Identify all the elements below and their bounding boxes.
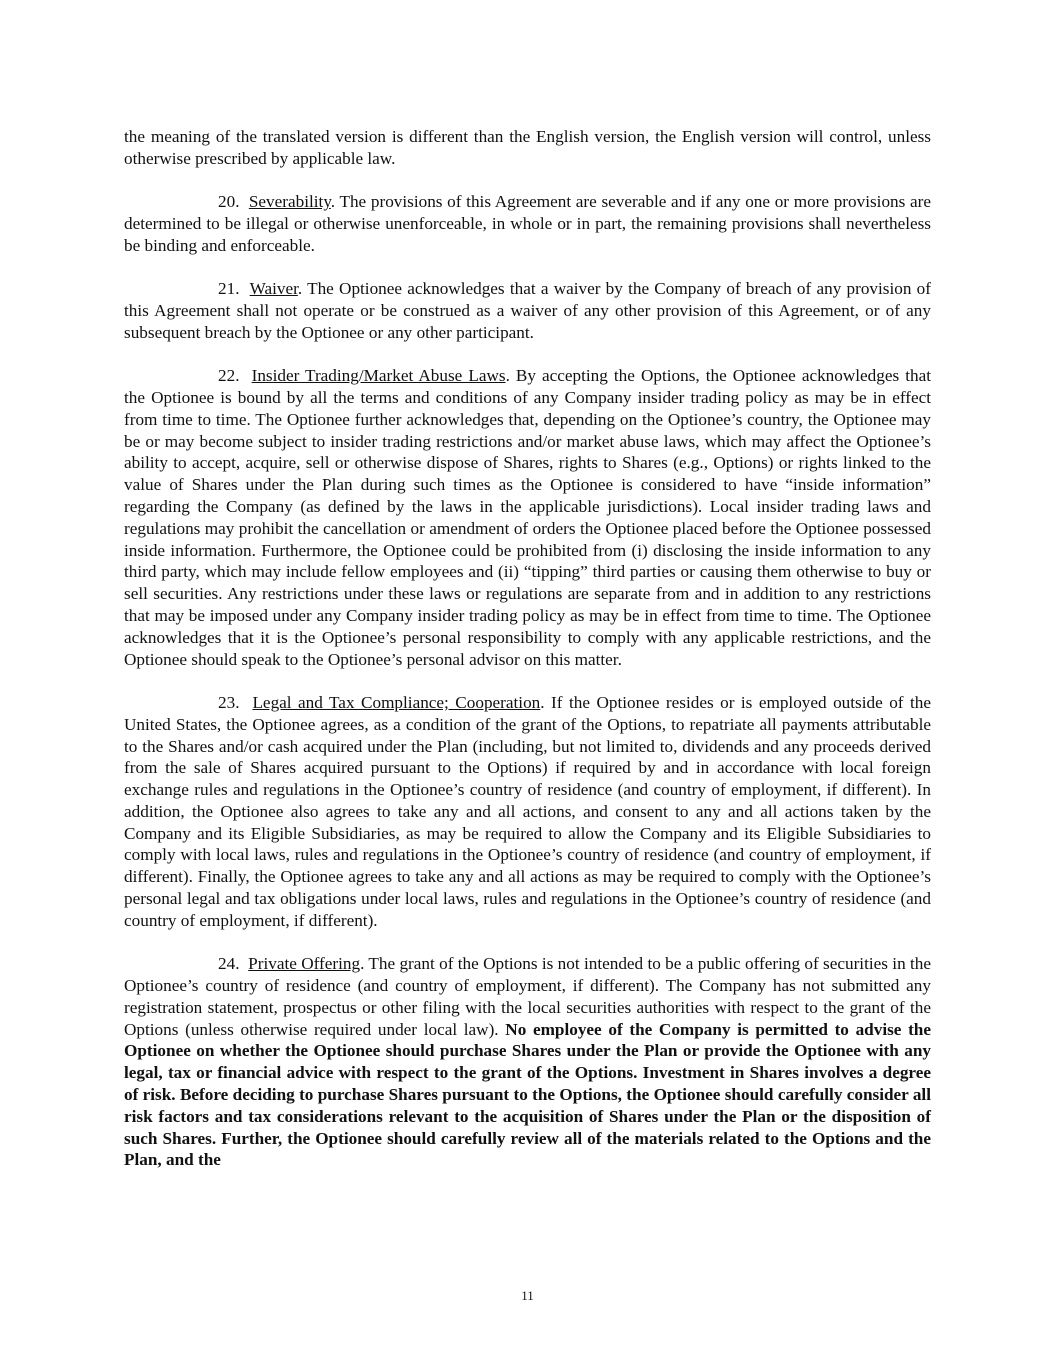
section-body: . By accepting the Options, the Optionee acknowledges that the Optionee is bound by all the terms and conditions of any Company insider trading policy as may be in effect from time to time. The Optionee further acknowledges that, depending on the Optionee’s country, the Optionee may be or may become subject to insider trading restrictions and/or market abuse laws, which may affect the Optionee’s ability to accept, acquire, sell or otherwise dispose of Shares, rights to Shares (e.g., Options) or rights linked to the value of Shares under the Plan during such times as the Optionee is considered to have “inside information” regarding the Company (as defined by the laws in the applicable jurisdictions). Local insider trading laws and regulations may prohibit the cancellation or amendment of orders the Optionee placed before the Optionee possessed inside information. Furthermore, the Optionee could be prohibited from (i) disclosing the inside information to any third party, which may include fellow employees and (ii) “tipping” third parties or causing them otherwise to buy or sell securities. Any restrictions under these laws or regulations are separate from and in addition to any restrictions that may be imposed under any Company insider trading policy as may be in effect from time to time. The Optionee acknowledges that it is the Optionee’s personal responsibility to comply with any applicable restrictions, and the Optionee should speak to the Optionee’s personal advisor on this matter. <box>124 366 932 669</box>
section-heading: Waiver <box>249 279 298 299</box>
section-heading: Private Offering <box>248 954 361 974</box>
section-body: . The grant of the Options is not intended to be a public offering of securities in the Optionee’s country of residence (and country of employment, if different). The Company has not submitted any registration statement, prospectus or other filing with the local securities authorities with respect to the grant of the Options (unless otherwise required under local law). <box>124 954 931 1039</box>
section-heading: Legal and Tax Compliance; Cooperation <box>252 692 541 712</box>
section-body: . The provisions of this Agreement are severable and if any one or more provisions are determined to be illegal or otherwise unenforceable, in whole or in part, the remaining provisions shall nevertheless be binding and enforceable. <box>124 192 932 255</box>
section-number: 24. <box>218 954 240 974</box>
document-page <box>124 126 931 1193</box>
section-22-insider-trading <box>124 365 931 670</box>
section-heading: Severability <box>248 192 331 212</box>
section-body: . If the Optionee resides or is employed outside of the United States, the Optionee agrees, as a condition of the grant of the Options, to repatriate all payments attributable to the Shares and/or cash acquired under the Plan (including, but not limited to, dividends and any proceeds derived from the sale of Shares acquired pursuant to the Options) if required by and in accordance with local foreign exchange rules and regulations in the Optionee’s country of residence (and country of employment, if different). In addition, the Optionee also agrees to take any and all actions, and consent to any and all actions taken by the Company and its Eligible Subsidiaries, as may be required to allow the Company and its Eligible Subsidiaries to comply with local laws, rules and regulations in the Optionee’s country of residence (and country of employment, if different). Finally, the Optionee agrees to take any and all actions as may be required to comply with the Optionee’s personal legal and tax obligations under local laws, rules and regulations in the Optionee’s country of residence (and country of employment, if different). <box>124 692 931 930</box>
section-number: 20. <box>218 192 240 212</box>
section-number: 21. <box>218 279 240 299</box>
section-number: 22. <box>218 366 240 386</box>
section-body: . The Optionee acknowledges that a waiver by the Company of breach of any provision of this Agreement shall not operate or be construed as a waiver of any other provision of this Agreement, or of any subsequent breach by the Optionee or any other participant. <box>124 279 931 342</box>
section-24-private-offering <box>124 953 931 1171</box>
continued-paragraph: the meaning of the translated version is different than the English version, the English version will control, unless otherwise prescribed by applicable law. <box>124 127 931 168</box>
section-heading: Insider Trading/Market Abuse Laws <box>251 366 506 386</box>
section-20-severability <box>124 191 931 256</box>
section-23-legal-tax-compliance <box>124 692 931 932</box>
section-number: 23. <box>218 692 240 712</box>
section-bold-text: No employee of the Company is permitted to advise the Optionee on whether the Optionee should purchase Shares under the Plan or provide the Optionee with any legal, tax or financial advice with respect to the grant of the Options. Investment in Shares involves a degree of risk. Before deciding to purchase Shares pursuant to the Options, the Optionee should carefully consider all risk factors and tax considerations relevant to the acquisition of Shares under the Plan or the disposition of such Shares. Further, the Optionee should carefully review all of the materials related to the Options and the Plan, and the <box>124 1019 931 1170</box>
section-21-waiver <box>124 278 931 343</box>
page-number: 11 <box>521 1288 534 1303</box>
